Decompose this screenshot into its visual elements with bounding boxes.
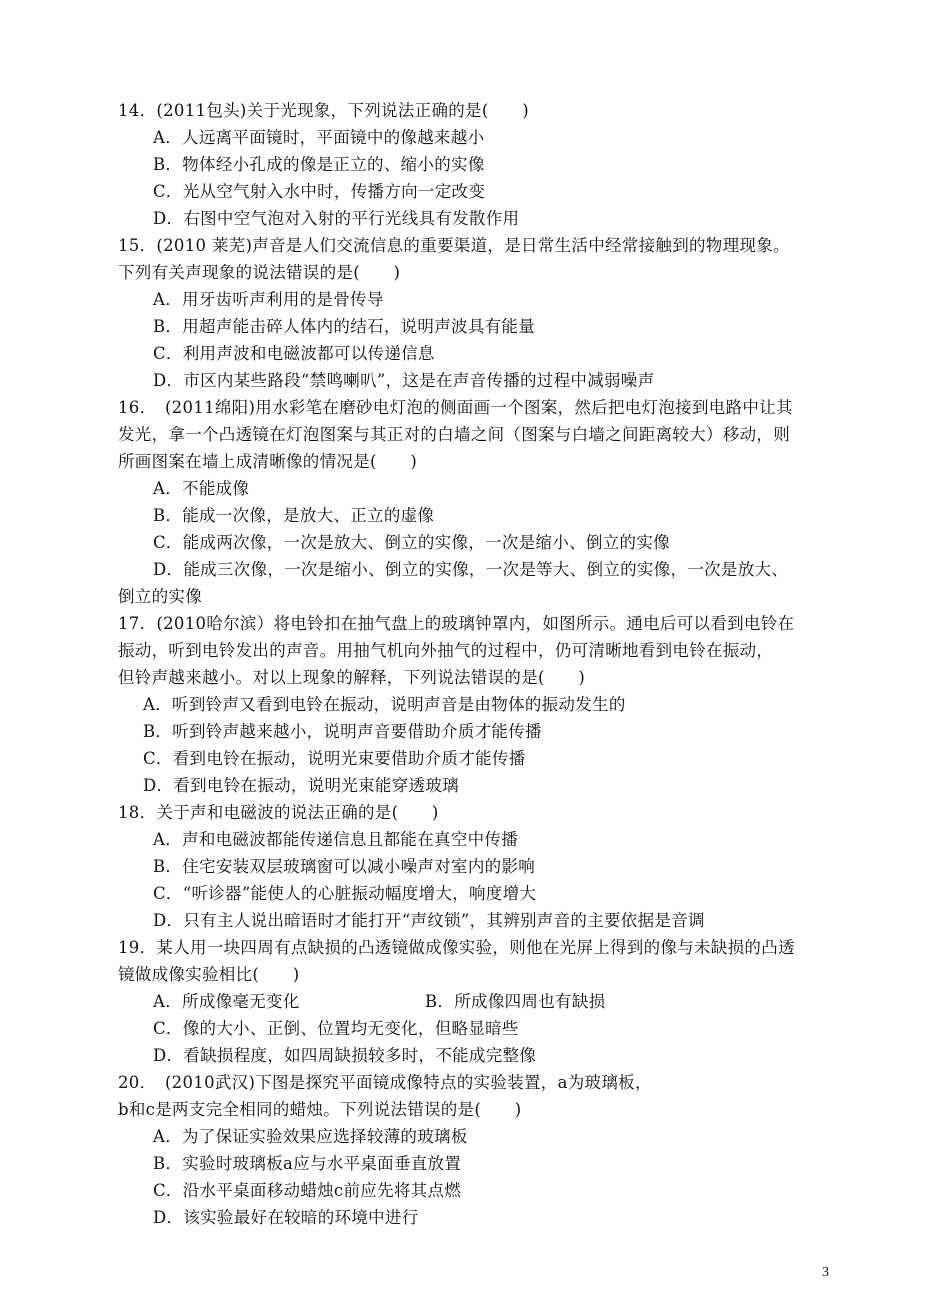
question-15-stem-line-2: 下列有关声现象的说法错误的是( ) [118,263,401,282]
question-16-option-b: B．能成一次像，是放大、正立的虚像 [153,506,435,525]
question-20-option-d: D．该实验最好在较暗的环境中进行 [153,1208,419,1227]
question-16-option-c: C．能成两次像，一次是放大、倒立的实像，一次是缩小、倒立的实像 [153,533,670,552]
question-16-option-d-continuation: 倒立的实像 [118,587,202,606]
question-19-option-d: D．看缺损程度，如四周缺损较多时，不能成完整像 [153,1046,537,1065]
question-14-option-b: B．物体经小孔成的像是正立的、缩小的实像 [153,155,485,174]
page-number: 3 [822,1265,829,1280]
question-19-stem-line-1: 19．某人用一块四周有点缺损的凸透镜做成像实验，则他在光屏上得到的像与未缺损的凸透 [118,938,795,957]
question-14-option-c: C．光从空气射入水中时，传播方向一定改变 [153,182,486,201]
question-17-option-c: C．看到电铃在振动，说明光束要借助介质才能传播 [143,749,526,768]
question-19-stem-line-2: 镜做成像实验相比( ) [118,965,300,984]
question-20-stem-line-2: b和c是两支完全相同的蜡烛。下列说法错误的是( ) [118,1100,522,1119]
question-14-option-d: D．右图中空气泡对入射的平行光线具有发散作用 [153,209,520,228]
question-20-stem-line-1: 20． (2010武汉)下图是探究平面镜成像特点的实验装置，a为玻璃板， [118,1073,652,1092]
question-16-option-a: A．不能成像 [153,479,250,498]
question-17-option-d: D．看到电铃在振动，说明光束能穿透玻璃 [143,776,459,795]
question-14-option-a: A．人远离平面镜时，平面镜中的像越来越小 [153,128,485,147]
question-19-option-a: A．所成像毫无变化 [153,992,300,1011]
question-20-option-b: B．实验时玻璃板a应与水平桌面垂直放置 [153,1154,462,1173]
question-18-option-a: A．声和电磁波都能传递信息且都能在真空中传播 [153,830,519,849]
question-19-option-b: B．所成像四周也有缺损 [425,992,606,1011]
question-15-option-a: A．用牙齿听声利用的是骨传导 [153,290,384,309]
question-15-stem-line-1: 15．(2010 莱芜)声音是人们交流信息的重要渠道，是日常生活中经常接触到的物理现象。 [118,236,790,255]
question-18-stem: 18．关于声和电磁波的说法正确的是( ) [118,803,439,822]
question-17-option-b: B．听到铃声越来越小，说明声音要借助介质才能传播 [143,722,542,741]
question-18-option-b: B．住宅安装双层玻璃窗可以减小噪声对室内的影响 [153,857,536,876]
question-15-option-b: B．用超声能击碎人体内的结石，说明声波具有能量 [153,317,536,336]
question-16-stem-line-1: 16． (2011绵阳)用水彩笔在磨砂电灯泡的侧面画一个图案，然后把电灯泡接到电路中让其 [118,398,793,417]
question-17-option-a: A．听到铃声又看到电铃在振动，说明声音是由物体的振动发生的 [143,695,626,714]
question-19-option-c: C．像的大小、正倒、位置均无变化，但略显暗些 [153,1019,519,1038]
question-15-option-c: C．利用声波和电磁波都可以传递信息 [153,344,435,363]
question-20-option-a: A．为了保证实验效果应选择较薄的玻璃板 [153,1127,468,1146]
question-16-stem-line-3: 所画图案在墙上成清晰像的情况是( ) [118,452,418,471]
question-14-stem: 14．(2011包头)关于光现象，下列说法正确的是( ) [118,101,529,120]
question-18-option-c: C．“听诊器”能使人的心脏振动幅度增大，响度增大 [153,884,537,903]
question-16-option-d: D．能成三次像，一次是缩小、倒立的实像，一次是等大、倒立的实像，一次是放大、 [153,560,789,579]
question-17-stem-line-1: 17．(2010哈尔滨）将电铃扣在抽气盘上的玻璃钟罩内，如图所示。通电后可以看到电铃在 [118,614,795,633]
question-17-stem-line-3: 但铃声越来越小。对以上现象的解释，下列说法错误的是( ) [118,668,586,687]
question-18-option-d: D．只有主人说出暗语时才能打开“声纹锁”，其辨别声音的主要依据是音调 [153,911,705,930]
question-15-option-d: D．市区内某些路段“禁鸣喇叭”，这是在声音传播的过程中减弱噪声 [153,371,655,390]
question-17-stem-line-2: 振动，听到电铃发出的声音。用抽气机向外抽气的过程中，仍可清晰地看到电铃在振动， [118,641,774,660]
question-20-option-c: C．沿水平桌面移动蜡烛c前应先将其点燃 [153,1181,462,1200]
question-16-stem-line-2: 发光，拿一个凸透镜在灯泡图案与其正对的白墙之间（图案与白墙之间距离较大）移动，则 [118,425,790,444]
